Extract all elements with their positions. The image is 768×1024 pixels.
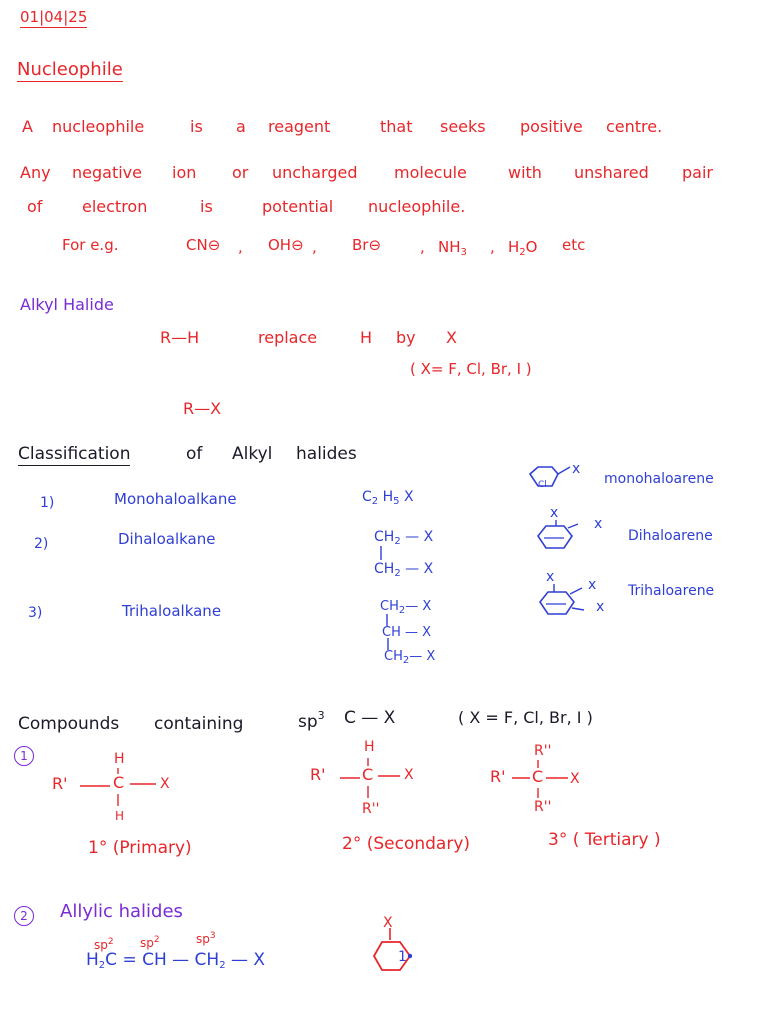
- classification-heading-word: halides: [296, 444, 357, 464]
- h-atom: H: [115, 809, 125, 823]
- nucleophile-heading: Nucleophile: [17, 59, 123, 80]
- dihaloalkane: Dihaloalkane: [118, 530, 216, 548]
- r2-group: R'': [534, 743, 552, 759]
- c-atom: C: [113, 773, 125, 792]
- line2-word: or: [232, 163, 249, 182]
- line2-word: with: [508, 163, 542, 182]
- x-small: x: [594, 516, 603, 532]
- item-number: 3): [28, 605, 43, 621]
- ch2x-formula: $CH_2—$ X: [380, 599, 432, 616]
- r2-group: R'': [534, 799, 552, 815]
- circle-number-1: 1: [14, 746, 34, 766]
- allyl-formula: $H_2C$ = CH — $CH_2$ — X: [86, 950, 266, 971]
- secondary-label: 2° (Secondary): [342, 834, 471, 854]
- example-etc: etc: [562, 236, 586, 254]
- r2-group: R'': [362, 801, 380, 817]
- x-values: ( X = F, Cl, Br, I ): [458, 708, 593, 727]
- c-atom: C: [532, 767, 544, 786]
- line2-word: negative: [72, 163, 142, 182]
- x-small: x: [572, 461, 581, 477]
- rh-formula: R—H: [160, 328, 200, 347]
- benzene-ring-di: [534, 516, 598, 556]
- example-cn: CN⊖: [186, 236, 221, 254]
- c-atom: C: [362, 765, 374, 784]
- by-word: by: [396, 328, 416, 347]
- monohaloalkane: Monohaloalkane: [114, 490, 237, 508]
- c-x-bond: C — X: [344, 708, 396, 728]
- r1-group: R': [310, 765, 326, 784]
- r1-group: R': [52, 774, 68, 793]
- date: 01|04|25: [20, 8, 88, 26]
- def-word: nucleophile: [52, 117, 145, 136]
- primary-label: 1° (Primary): [88, 838, 192, 858]
- comma: ,: [238, 238, 243, 256]
- example-br: Br⊖: [352, 236, 382, 254]
- compounds-heading-word: containing: [154, 714, 244, 734]
- def-word: reagent: [268, 117, 331, 136]
- circle-number-2: 2: [14, 906, 34, 926]
- line2-word: pair: [682, 163, 713, 182]
- h-symbol: H: [360, 328, 373, 347]
- line2-word: molecule: [394, 163, 467, 182]
- comma: ,: [420, 238, 425, 256]
- eg-label: For e.g.: [62, 236, 119, 254]
- line3-word: of: [27, 197, 43, 216]
- line3-word: potential: [262, 197, 334, 216]
- x-small: x: [546, 569, 555, 585]
- vertical-bond: [384, 614, 394, 628]
- classification-heading-word: Classification: [18, 444, 131, 464]
- sp3-label: $sp^3$: [196, 931, 216, 946]
- classification-heading-word: of: [186, 444, 203, 464]
- line3-word: electron: [82, 197, 148, 216]
- example-oh: OH⊖: [268, 236, 304, 254]
- sp2-label: $sp^2$: [94, 937, 114, 952]
- c2h5x-formula: $C_2$ $H_5$ X: [362, 489, 414, 507]
- x-small: x: [596, 599, 605, 615]
- line2-word: Any: [20, 163, 51, 182]
- compounds-heading-word: Compounds: [18, 714, 120, 734]
- def-word: A: [22, 117, 33, 136]
- x-atom: X: [404, 767, 414, 783]
- def-word: that: [380, 117, 413, 136]
- x-symbol: X: [446, 328, 457, 347]
- def-word: is: [190, 117, 203, 136]
- def-word: positive: [520, 117, 583, 136]
- alkyl-halide-heading: Alkyl Halide: [20, 295, 114, 314]
- allylic-heading: Allylic halides: [60, 901, 183, 922]
- trihaloalkane: Trihaloalkane: [122, 602, 222, 620]
- ring-cl-label: Cl: [538, 480, 547, 490]
- x-small: x: [550, 505, 559, 521]
- chx-formula: CH — X: [382, 625, 432, 640]
- dihaloarene: Dihaloarene: [628, 528, 713, 544]
- line2-word: ion: [172, 163, 197, 182]
- x-atom: X: [160, 776, 170, 792]
- x-small: x: [588, 577, 597, 593]
- rx-formula: R—X: [183, 399, 222, 418]
- item-number: 1): [40, 495, 55, 511]
- def-word: a: [236, 117, 246, 136]
- vertical-bond: [378, 546, 388, 562]
- ch2x-formula: $CH_2—$ X: [384, 649, 436, 666]
- r1-group: R': [490, 767, 506, 786]
- ch2x-formula: $CH_2$ — X: [374, 561, 434, 579]
- replace-word: replace: [258, 328, 318, 347]
- ch2x-formula: $CH_2$ — X: [374, 529, 434, 547]
- tertiary-label: 3° ( Tertiary ): [548, 830, 661, 850]
- sp2-label: $sp^2$: [140, 935, 160, 950]
- example-h2o: $H_2O$: [508, 238, 538, 258]
- line2-word: uncharged: [272, 163, 358, 182]
- monohaloarene: monohaloarene: [604, 471, 714, 487]
- h-atom: H: [114, 751, 125, 767]
- classification-heading-word: Alkyl: [232, 444, 273, 464]
- comma: ,: [490, 238, 495, 256]
- primary-bonds: [60, 760, 180, 823]
- trihaloarene: Trihaloarene: [628, 583, 715, 599]
- line3-word: nucleophile.: [368, 197, 466, 216]
- secondary-bonds: [320, 752, 440, 822]
- comma: ,: [312, 238, 317, 256]
- ring-one-label: 1: [398, 949, 407, 965]
- x-values: ( X= F, Cl, Br, I ): [410, 360, 532, 378]
- line3-word: is: [200, 197, 213, 216]
- item-number: 2): [34, 536, 49, 552]
- ring-x-label: X: [383, 915, 393, 931]
- x-atom: X: [570, 771, 580, 787]
- vertical-bond: [385, 638, 395, 652]
- h-atom: H: [364, 739, 375, 755]
- line2-word: unshared: [574, 163, 649, 182]
- def-word: centre.: [606, 117, 663, 136]
- example-nh3: $NH_3$: [438, 238, 467, 258]
- tertiary-bonds: [500, 758, 600, 818]
- sp3-label: $sp^3$: [298, 709, 325, 732]
- def-word: seeks: [440, 117, 486, 136]
- benzene-ring-mono: [526, 461, 590, 494]
